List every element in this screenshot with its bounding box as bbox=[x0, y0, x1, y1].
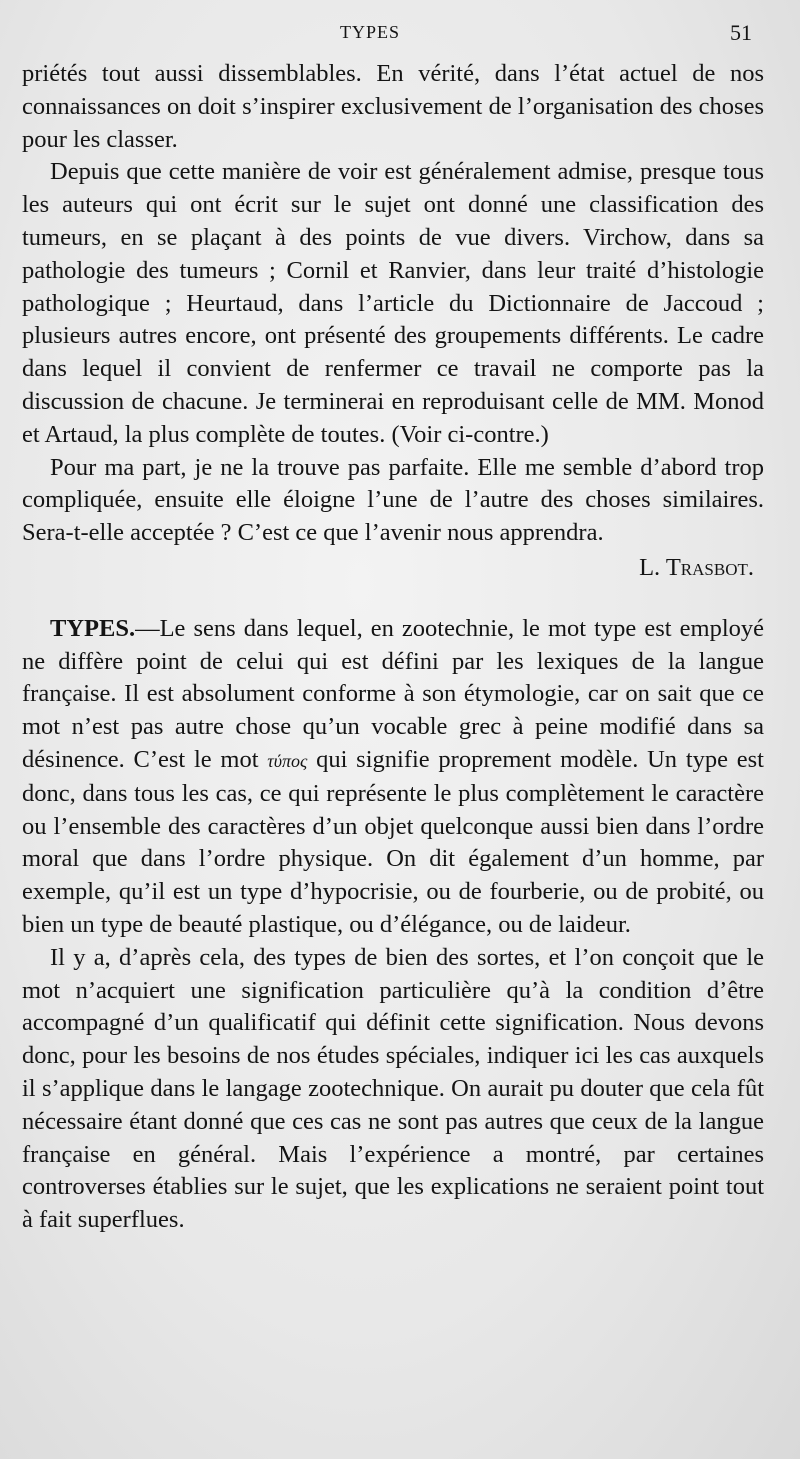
greek-word: τύπος bbox=[267, 750, 308, 771]
article-paragraph: Il y a, d’après cela, des types de bien des sortes, et l’on conçoit que le mot n’acquiert une signification particulière qu’à la condition d’être accompagné d’un qualificatif qui définit cette signification. Nous devons donc, pour les besoins de nos études spéciales, indiquer ici les cas auxquels il s’applique dans le langage zootechnique. On aurait pu douter que cela fût nécessaire étant donné que ces cas ne sont pas autres que ceux de la langue française en général. Mais l’expérience a montré, par certaines controverses établies sur le sujet, que les explications ne seraient point tout à fait superflues. bbox=[22, 943, 764, 1234]
page-body bbox=[22, 58, 764, 1237]
article-text: —Le sens dans lequel, en zootechnie, le mot type est employé ne diffère point de celui qui est défini par les lexiques de la langue française. Il est absolument conforme à son étymologie, car on sait que ce mot n’est pas autre chose qu’un vocable grec à peine modifié dans sa désinence. C’est le mot bbox=[22, 614, 764, 773]
page-number: 51 bbox=[730, 20, 752, 45]
article-separator bbox=[22, 585, 764, 613]
paragraph: Depuis que cette manière de voir est généralement admise, presque tous les auteurs qui ont écrit sur le sujet ont donné une classification des tumeurs, en se plaçant à des points de vue divers. Virchow, dans sa pathologie des tumeurs ; Cornil et Ranvier, dans leur traité d’histologie pathologique ; Heurtaud, dans l’article du Dictionnaire de Jaccoud ; plusieurs autres encore, ont présenté des groupements différents. Le cadre dans lequel il convient de renfermer ce travail ne comporte pas la discussion de chacune. Je terminerai en reproduisant celle de MM. Monod et Artaud, la plus complète de toutes. (Voir ci-contre.) bbox=[22, 158, 764, 448]
running-head bbox=[0, 20, 800, 50]
article-paragraph bbox=[22, 613, 764, 942]
paragraph: Pour ma part, je ne la trouve pas parfaite. Elle me semble d’abord trop compliquée, ensuite elle éloigne l’une de l’autre des choses similaires. Sera-t-elle acceptée ? C’est ce que l’avenir nous apprendra. bbox=[22, 453, 764, 547]
paragraph-continued: priétés tout aussi dissemblables. En vérité, dans l’état actuel de nos connaissances on doit s’inspirer exclusivement de l’organisation des choses pour les classer. bbox=[22, 60, 764, 153]
author-signature: L. Trasbot. bbox=[639, 553, 754, 581]
article-text: qui signifie proprement modèle. Un type est donc, dans tous les cas, ce qui représente le plus complètement le caractère ou l’ensemble des caractères d’un objet quelconque aussi bien dans l’ordre moral que dans l’ordre physique. On dit également d’un homme, par exemple, qu’il est un type d’hypocrisie, ou de fourberie, ou de probité, ou bien un type de beauté plastique, ou d’élégance, ou de laideur. bbox=[22, 745, 764, 938]
article-head-word: TYPES. bbox=[50, 614, 136, 642]
running-title: TYPES bbox=[340, 22, 401, 42]
